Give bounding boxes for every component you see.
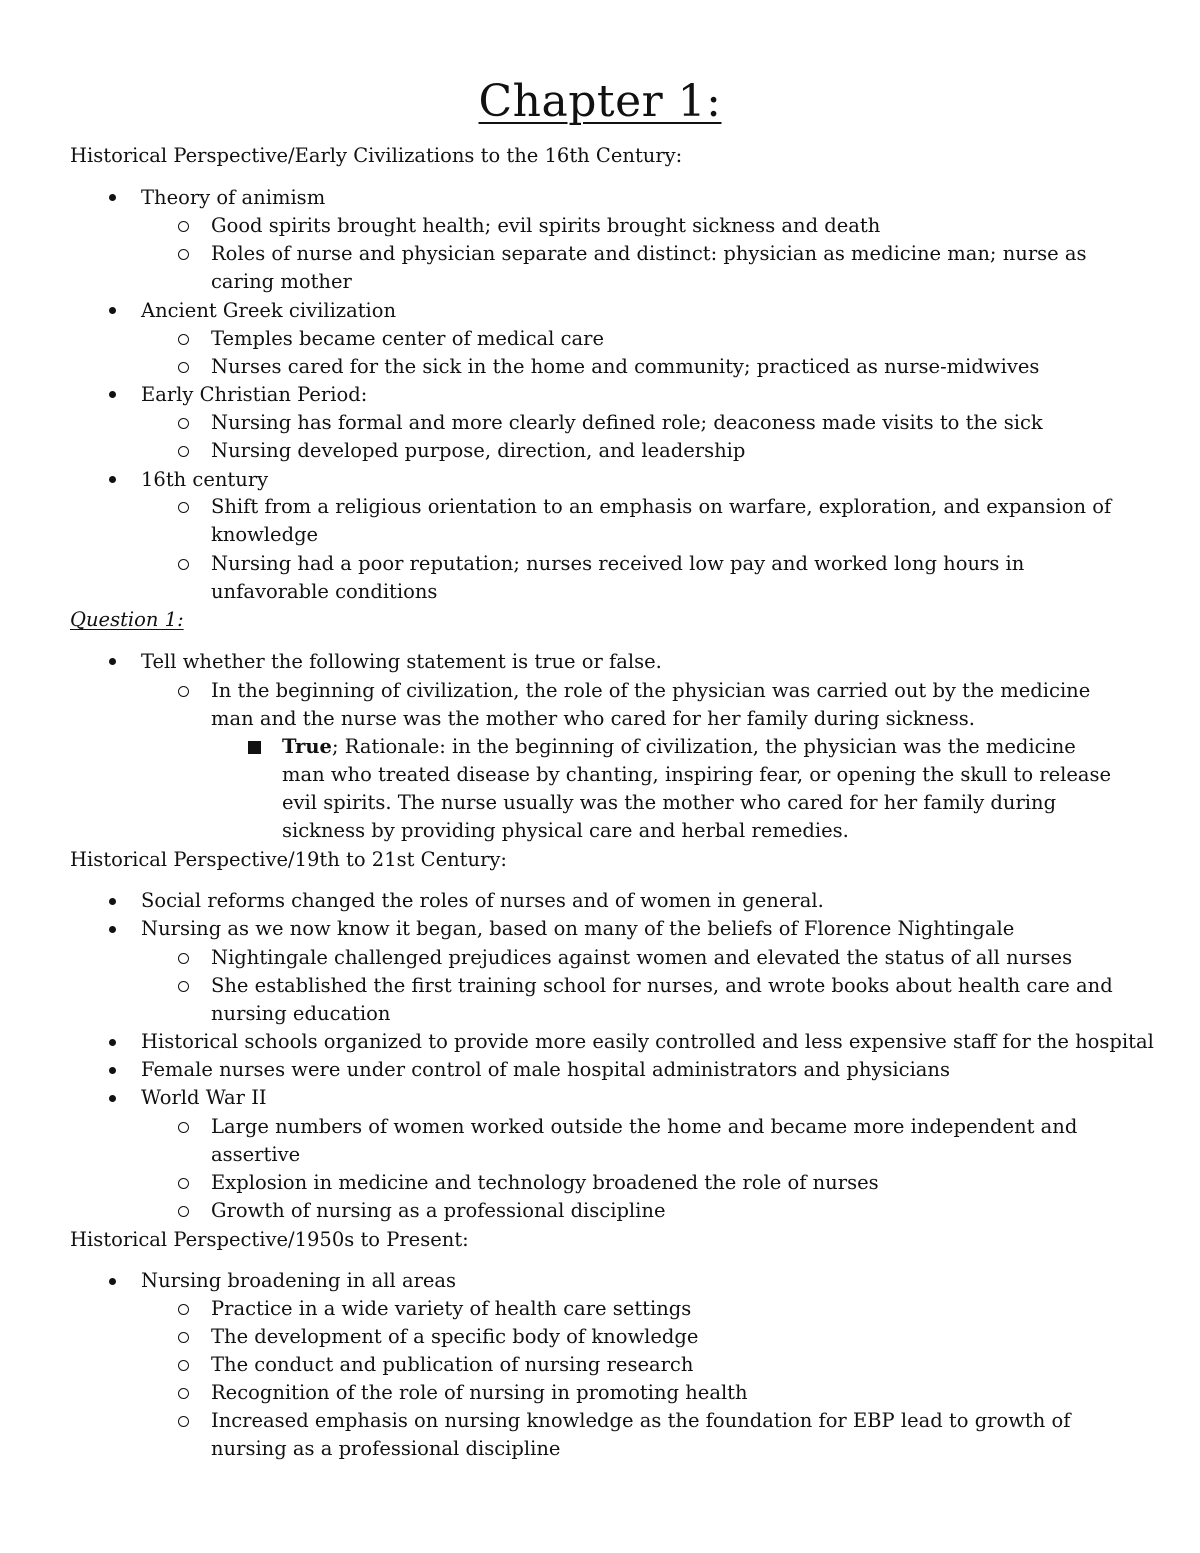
sub-list-item: Nursing developed purpose, direction, and leadership bbox=[211, 439, 746, 462]
hollow-bullet-icon bbox=[178, 1416, 189, 1427]
list-item: 16th century bbox=[141, 468, 269, 491]
section-heading-19th-21st-century: Historical Perspective/19th to 21st Century: bbox=[70, 848, 507, 871]
hollow-bullet-icon bbox=[178, 502, 189, 513]
bullet-icon bbox=[109, 926, 116, 933]
sub-list-item: The conduct and publication of nursing research bbox=[211, 1353, 694, 1376]
rationale-text: ; Rationale: in the beginning of civilization, the physician was the medicine man who treated disease by chanting, inspiring fear, or opening the skull to release evil spirits. The nurse usually was the mother who cared for her family during sickness by providing physical care and herbal remedies. bbox=[282, 735, 1112, 842]
sub-list-item: Nursing has formal and more clearly defined role; deaconess made visits to the sick bbox=[211, 411, 1043, 434]
sub-list-item: Nurses cared for the sick in the home and community; practiced as nurse-midwives bbox=[211, 355, 1040, 378]
hollow-bullet-icon bbox=[178, 418, 189, 429]
sub-list-item: Growth of nursing as a professional discipline bbox=[211, 1199, 666, 1222]
sub-list-item: Recognition of the role of nursing in promoting health bbox=[211, 1381, 748, 1404]
bullet-icon bbox=[109, 1039, 116, 1046]
sub-list-item: Temples became center of medical care bbox=[211, 327, 604, 350]
bullet-icon bbox=[109, 391, 116, 398]
hollow-bullet-icon bbox=[178, 1388, 189, 1399]
question-label: Question 1: bbox=[70, 608, 184, 631]
hollow-bullet-icon bbox=[178, 1178, 189, 1189]
list-item: World War II bbox=[141, 1086, 267, 1109]
square-bullet-icon bbox=[248, 741, 261, 754]
list-item: Ancient Greek civilization bbox=[141, 299, 397, 322]
hollow-bullet-icon bbox=[178, 1206, 189, 1217]
sub-list-item: She established the first training school for nurses, and wrote books about health care and nursing education bbox=[211, 974, 1113, 1025]
list-item: Social reforms changed the roles of nurses and of women in general. bbox=[141, 889, 824, 912]
bullet-icon bbox=[109, 1067, 116, 1074]
hollow-bullet-icon bbox=[178, 1360, 189, 1371]
question-statement: In the beginning of civilization, the role of the physician was carried out by the medicine man and the nurse was the mother who cared for her family during sickness. bbox=[211, 679, 1091, 730]
section-heading-1950s-present: Historical Perspective/1950s to Present: bbox=[70, 1228, 469, 1251]
bullet-icon bbox=[109, 658, 116, 665]
sub-list-item: Nursing had a poor reputation; nurses received low pay and worked long hours in unfavorable conditions bbox=[211, 552, 1025, 603]
hollow-bullet-icon bbox=[178, 981, 189, 992]
hollow-bullet-icon bbox=[178, 1332, 189, 1343]
list-item: Nursing broadening in all areas bbox=[141, 1269, 457, 1292]
answer-value: True bbox=[282, 735, 332, 758]
bullet-icon bbox=[109, 1278, 116, 1285]
bullet-icon bbox=[109, 898, 116, 905]
list-item: Historical schools organized to provide more easily controlled and less expensive staff for the hospital bbox=[141, 1030, 1154, 1053]
hollow-bullet-icon bbox=[178, 953, 189, 964]
sub-list-item: Practice in a wide variety of health care settings bbox=[211, 1297, 692, 1320]
sub-list-item: Nightingale challenged prejudices against women and elevated the status of all nurses bbox=[211, 946, 1073, 969]
sub-list-item: Good spirits brought health; evil spirits brought sickness and death bbox=[211, 214, 881, 237]
sub-list-item: Shift from a religious orientation to an emphasis on warfare, exploration, and expansion of knowledge bbox=[211, 495, 1112, 546]
answer-rationale bbox=[282, 733, 1112, 845]
chapter-title: Chapter 1: bbox=[478, 76, 722, 127]
hollow-bullet-icon bbox=[178, 1304, 189, 1315]
sub-list-item: The development of a specific body of knowledge bbox=[211, 1325, 699, 1348]
list-item: Theory of animism bbox=[141, 186, 326, 209]
bullet-icon bbox=[109, 194, 116, 201]
hollow-bullet-icon bbox=[178, 221, 189, 232]
hollow-bullet-icon bbox=[178, 1122, 189, 1133]
list-item: Early Christian Period: bbox=[141, 383, 368, 406]
bullet-icon bbox=[109, 1095, 116, 1102]
hollow-bullet-icon bbox=[178, 446, 189, 457]
hollow-bullet-icon bbox=[178, 362, 189, 373]
hollow-bullet-icon bbox=[178, 686, 189, 697]
section-heading-early-civilizations: Historical Perspective/Early Civilizations to the 16th Century: bbox=[70, 144, 683, 167]
hollow-bullet-icon bbox=[178, 249, 189, 260]
sub-list-item: Roles of nurse and physician separate and distinct: physician as medicine man; nurse as caring mother bbox=[211, 242, 1087, 293]
bullet-icon bbox=[109, 307, 116, 314]
hollow-bullet-icon bbox=[178, 334, 189, 345]
list-item: Nursing as we now know it began, based on many of the beliefs of Florence Nightingale bbox=[141, 917, 1015, 940]
question-prompt: Tell whether the following statement is true or false. bbox=[141, 650, 662, 673]
hollow-bullet-icon bbox=[178, 559, 189, 570]
list-item: Female nurses were under control of male hospital administrators and physicians bbox=[141, 1058, 951, 1081]
sub-list-item: Large numbers of women worked outside the home and became more independent and assertive bbox=[211, 1115, 1078, 1166]
sub-list-item: Increased emphasis on nursing knowledge as the foundation for EBP lead to growth of nursing as a professional discipline bbox=[211, 1409, 1071, 1460]
bullet-icon bbox=[109, 476, 116, 483]
sub-list-item: Explosion in medicine and technology broadened the role of nurses bbox=[211, 1171, 879, 1194]
